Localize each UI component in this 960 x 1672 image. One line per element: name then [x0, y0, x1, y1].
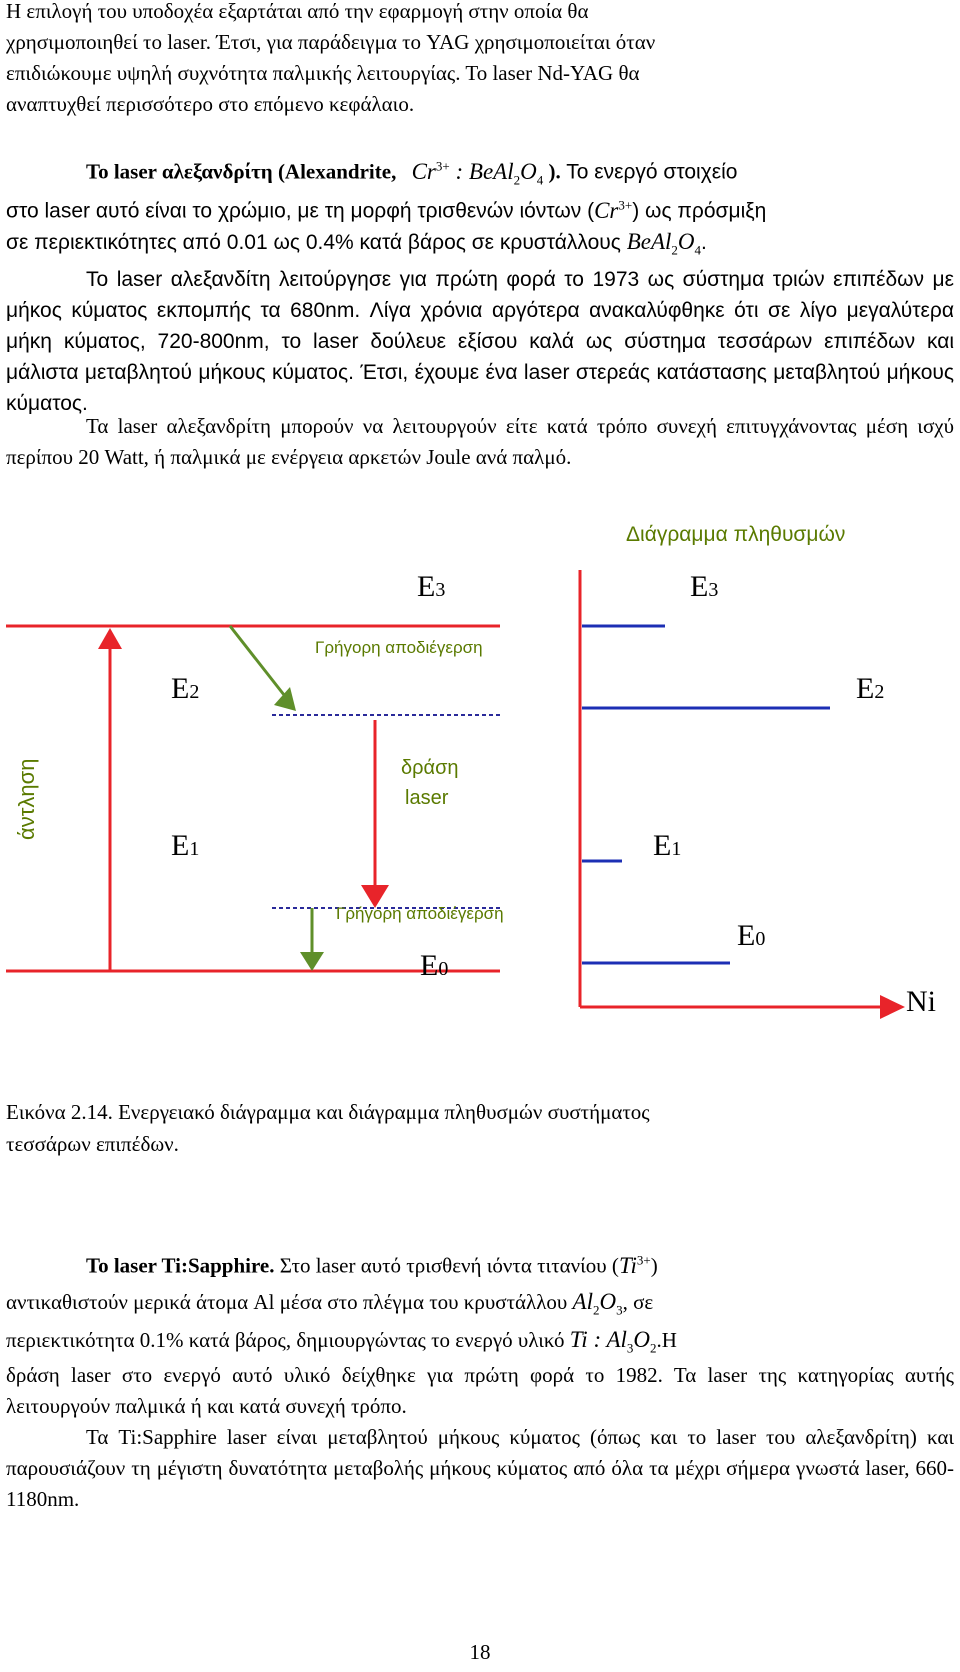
alexandrite-heading: Το laser αλεξανδρίτη (Alexandrite, [86, 159, 397, 184]
right-label-e1: E1 [653, 829, 682, 862]
tisapphire-line-2: αντικαθιστούν μερικά άτομα Al μέσα στο πλέγμα του κρυστάλλου $Al_2O_3$, σε [6, 1289, 654, 1318]
pumping-label: άντληση [14, 758, 39, 840]
tisapphire-line-1: Το laser Ti:Sapphire. Στο laser αυτό τρισθενή ιόντα τιτανίου $(Ti^{3+})$ [86, 1252, 658, 1278]
alexandrite-heading-line: Το laser αλεξανδρίτη (Alexandrite, $Cr^{3+}$ : $BeAl_2O_4$ ). Το ενεργό στοιχείο [86, 158, 738, 188]
fast-decay-arrow-top [230, 626, 288, 700]
alexandrite-paragraph-3: Τα laser αλεξανδρίτη μπορούν να λειτουργούν είτε κατά τρόπο συνεχή επιτυγχάνοντας μέση ισχύ περίπου 20 Watt, ή παλμικά με ενέργεια αρκετών Joule ανά παλμό. [6, 414, 954, 469]
intro-line-1: Η επιλογή του υποδοχέα εξαρτάται από την εφαρμογή στην οποία θα [6, 0, 589, 23]
fast-decay-label-bottom: Γρήγορη αποδιέγερση [336, 904, 504, 923]
energy-diagram-svg [0, 515, 960, 1035]
ni-axis-label: Ni [906, 985, 936, 1018]
figure-caption-line-1: Εικόνα 2.14. Ενεργειακό διάγραμμα και διάγραμμα πληθυσμών συστήματος [6, 1100, 650, 1124]
alexandrite-paragraph-2: Το laser αλεξανδίτη λειτούργησε για πρώτη φορά το 1973 ως σύστημα τριών επιπέδων με μήκος κύματος εκπομπής τα 680nm. Λίγα χρόνια αργότερα ανακαλύφθηκε ότι σε λίγο μεγαλύτερα μήκη κύματος, 720-800nm, το laser δούλευε εξίσου καλά ως σύστημα τεσσάρων επιπέδων και μάλιστα μεταβλητού μήκους κύματος. Έτσι, έχουμε ένα laser στερεάς κατάστασης μεταβλητού μήκους κύματος. [6, 268, 954, 415]
figure-caption-line-2: τεσσάρων επιπέδων. [6, 1132, 179, 1156]
tisapphire-heading: Το laser Ti:Sapphire. [86, 1253, 275, 1278]
intro-line-2: χρησιμοποιηθεί το laser. Έτσι, για παράδειγμα το YAG χρησιμοποιείται όταν [6, 30, 656, 54]
left-label-e3: E3 [417, 570, 446, 603]
population-diagram-title: Διάγραμμα πληθυσμών [626, 523, 846, 546]
left-label-e0: E0 [420, 949, 449, 982]
tisapphire-line-3: περιεκτικότητα 0.1% κατά βάρος, δημιουργώντας το ενεργό υλικό Ti : $Al_3O_2.H$ [6, 1327, 677, 1356]
formula-ti3: $Ti^{3+}$ [618, 1252, 651, 1278]
laser-action-label-2: laser [405, 787, 449, 809]
laser-action-label-1: δράση [401, 757, 459, 779]
formula-al2o3: $Al_2O_3$ [572, 1289, 623, 1318]
tisapphire-paragraph-rest: δράση laser στο ενεργό αυτό υλικό δείχθηκε για πρώτη φορά το 1982. Τα laser της κατηγορίας αυτής λειτουργούν παλμικά ή και κατά συνεχή τρόπο. [6, 1363, 954, 1418]
right-label-e3: E3 [690, 570, 719, 603]
left-label-e2: E2 [171, 672, 200, 705]
formula-cr3-inline: $Cr^{3+}$ [594, 197, 633, 223]
page-number: 18 [469, 1640, 491, 1664]
intro-line-4: αναπτυχθεί περισσότερο στο επόμενο κεφάλαιο. [6, 92, 415, 116]
alexandrite-line-2: στο laser αυτό είναι το χρώμιο, με τη μορφή τρισθενών ιόντων $(Cr^{3+})$ ως πρόσμιξη [6, 197, 767, 223]
formula-beal2o4: $BeAl_2O_4$ [626, 229, 702, 258]
formula-cr3: $Cr^{3+}$ : $BeAl_2O_4$ [411, 158, 544, 188]
fast-decay-label-top: Γρήγορη αποδιέγερση [315, 638, 483, 657]
tisapphire-paragraph-2: Τα Ti:Sapphire laser είναι μεταβλητού μήκους κύματος (όπως και το laser του αλεξανδρίτη) και παρουσιάζουν τη μέγιστη δυνατότητα μεταβολής μήκους κύματος από όλα τα μέχρι σήμερα γνωστά laser, 660-1180nm. [6, 1425, 954, 1511]
formula-ti-al3o2: Ti : $Al_3O_2$ [569, 1327, 657, 1356]
right-label-e0: E0 [737, 919, 766, 952]
right-label-e2: E2 [856, 672, 885, 705]
energy-diagram [0, 515, 960, 1035]
left-label-e1: E1 [171, 829, 200, 862]
alexandrite-line-3: σε περιεκτικότητες από 0.01 ως 0.4% κατά βάρος σε κρυστάλλους $BeAl_2O_4$. [6, 229, 707, 258]
intro-line-3: επιδιώκουμε υψηλή συχνότητα παλμικής λειτουργίας. Το laser Nd-YAG θα [6, 61, 640, 85]
